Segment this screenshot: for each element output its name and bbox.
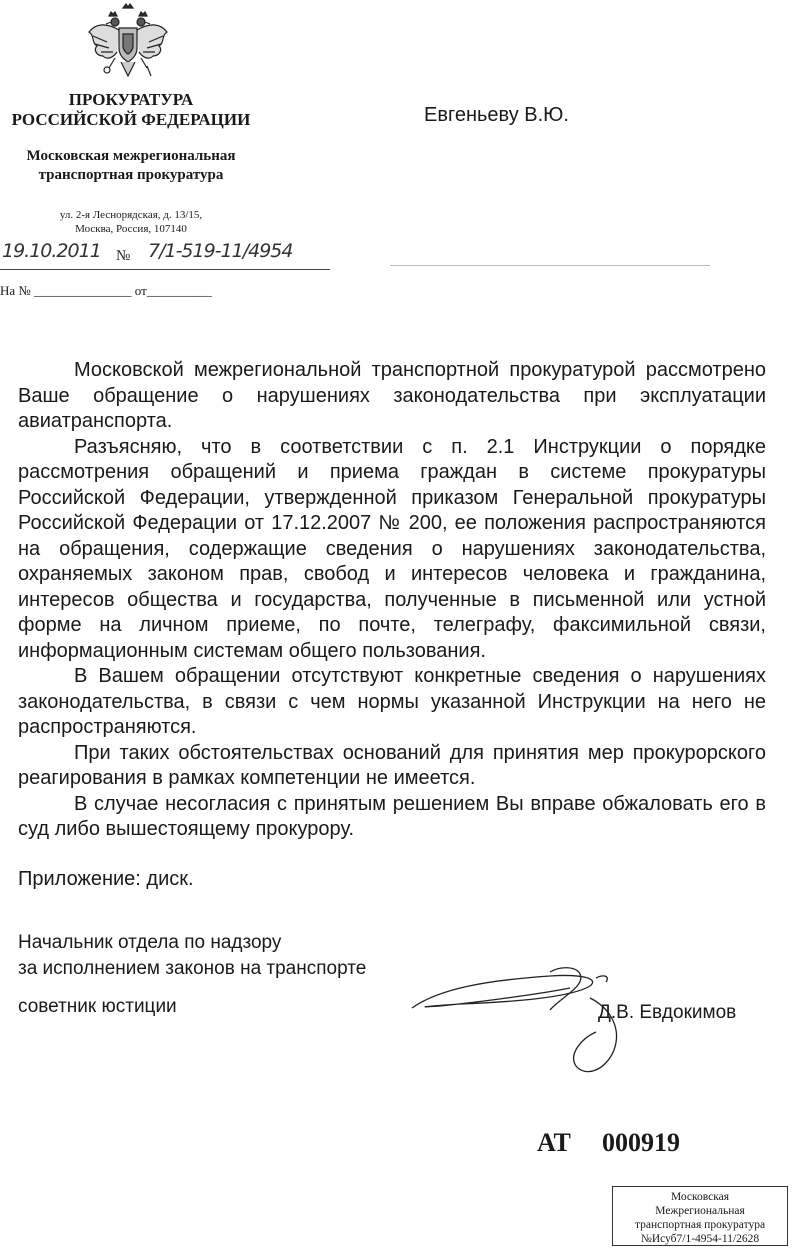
serial-prefix: АТ	[537, 1128, 571, 1157]
address-line2: Москва, Россия, 107140	[75, 223, 187, 235]
org-name-line1: ПРОКУРАТУРА	[68, 90, 194, 109]
body-paragraph-5: В случае несогласия с принятым решением Вы вправе обжаловать его в суд либо вышестоящему прокурору.	[18, 792, 766, 840]
signatory-rank: советник юстиции	[18, 996, 177, 1017]
address-line1: ул. 2-я Леснорядская, д. 13/15,	[59, 209, 203, 221]
sub-org-line1: Московская межрегиональная	[26, 148, 236, 164]
reply-reference-line: На № _______________ от__________	[0, 283, 212, 298]
stamp-line2: Межрегиональная	[655, 1205, 745, 1217]
recipient-name: Евгеньеву В.Ю.	[424, 104, 569, 126]
body-paragraph-3: В Вашем обращении отсутствуют конкретные сведения о нарушениях законодательства, в связи с чем нормы указанной Инструкции на него не распространяются.	[18, 665, 766, 738]
stamp-line4: №Исуб7/1-4954-11/2628	[640, 1233, 760, 1245]
handwritten-signature-icon	[400, 958, 630, 1088]
letter-body	[18, 358, 766, 843]
signatory-title-line1: Начальник отдела по надзору	[18, 932, 282, 953]
attachment-note: Приложение: диск.	[18, 868, 194, 890]
registration-stamp	[612, 1186, 788, 1246]
stamp-line1: Московская	[670, 1191, 730, 1203]
sub-org-line2: транспортная прокуратура	[38, 167, 224, 183]
org-name-line2: РОССИЙСКОЙ ФЕДЕРАЦИИ	[11, 110, 251, 129]
coat-of-arms-emblem-icon	[85, 2, 171, 82]
body-paragraph-4: При таких обстоятельствах оснований для принятия мер прокурорского реагирования в рамках компетенции не имеется.	[18, 741, 766, 789]
recipient-rule	[390, 265, 710, 266]
body-paragraph-1: Московской межрегиональной транспортной прокуратурой рассмотрено Ваше обращение о нарушениях законодательства при эксплуатации авиатранспорта.	[18, 359, 766, 432]
serial-number: 000919	[602, 1128, 680, 1157]
registration-number-label: №	[116, 248, 131, 264]
registration-date: 19.10.2011	[2, 240, 101, 262]
body-paragraph-2: Разъясняю, что в соответствии с п. 2.1 Инструкции о порядке рассмотрения обращений и приема граждан в системе прокуратуры Российской Федерации, утвержденной приказом Генеральной прокуратуры Российской Федерации от 17.12.2007 № 200, ее положения распространяются на обращения, содержащие сведения о нарушениях законодательства, охраняемых законом прав, свобод и интересов человека и гражданина, интересов общества и государства, полученные в письменной или устной форме на личном приеме, по почте, телеграфу, факсимильной связи, информационным системам общего пользования.	[18, 435, 766, 662]
signatory-name: Д.В. Евдокимов	[598, 1002, 737, 1023]
stamp-line3: транспортная прокуратура	[634, 1219, 766, 1231]
registration-underline	[0, 269, 330, 270]
signatory-title-line2: за исполнением законов на транспорте	[18, 958, 367, 979]
registration-number: 7/1-519-11/4954	[148, 240, 293, 262]
